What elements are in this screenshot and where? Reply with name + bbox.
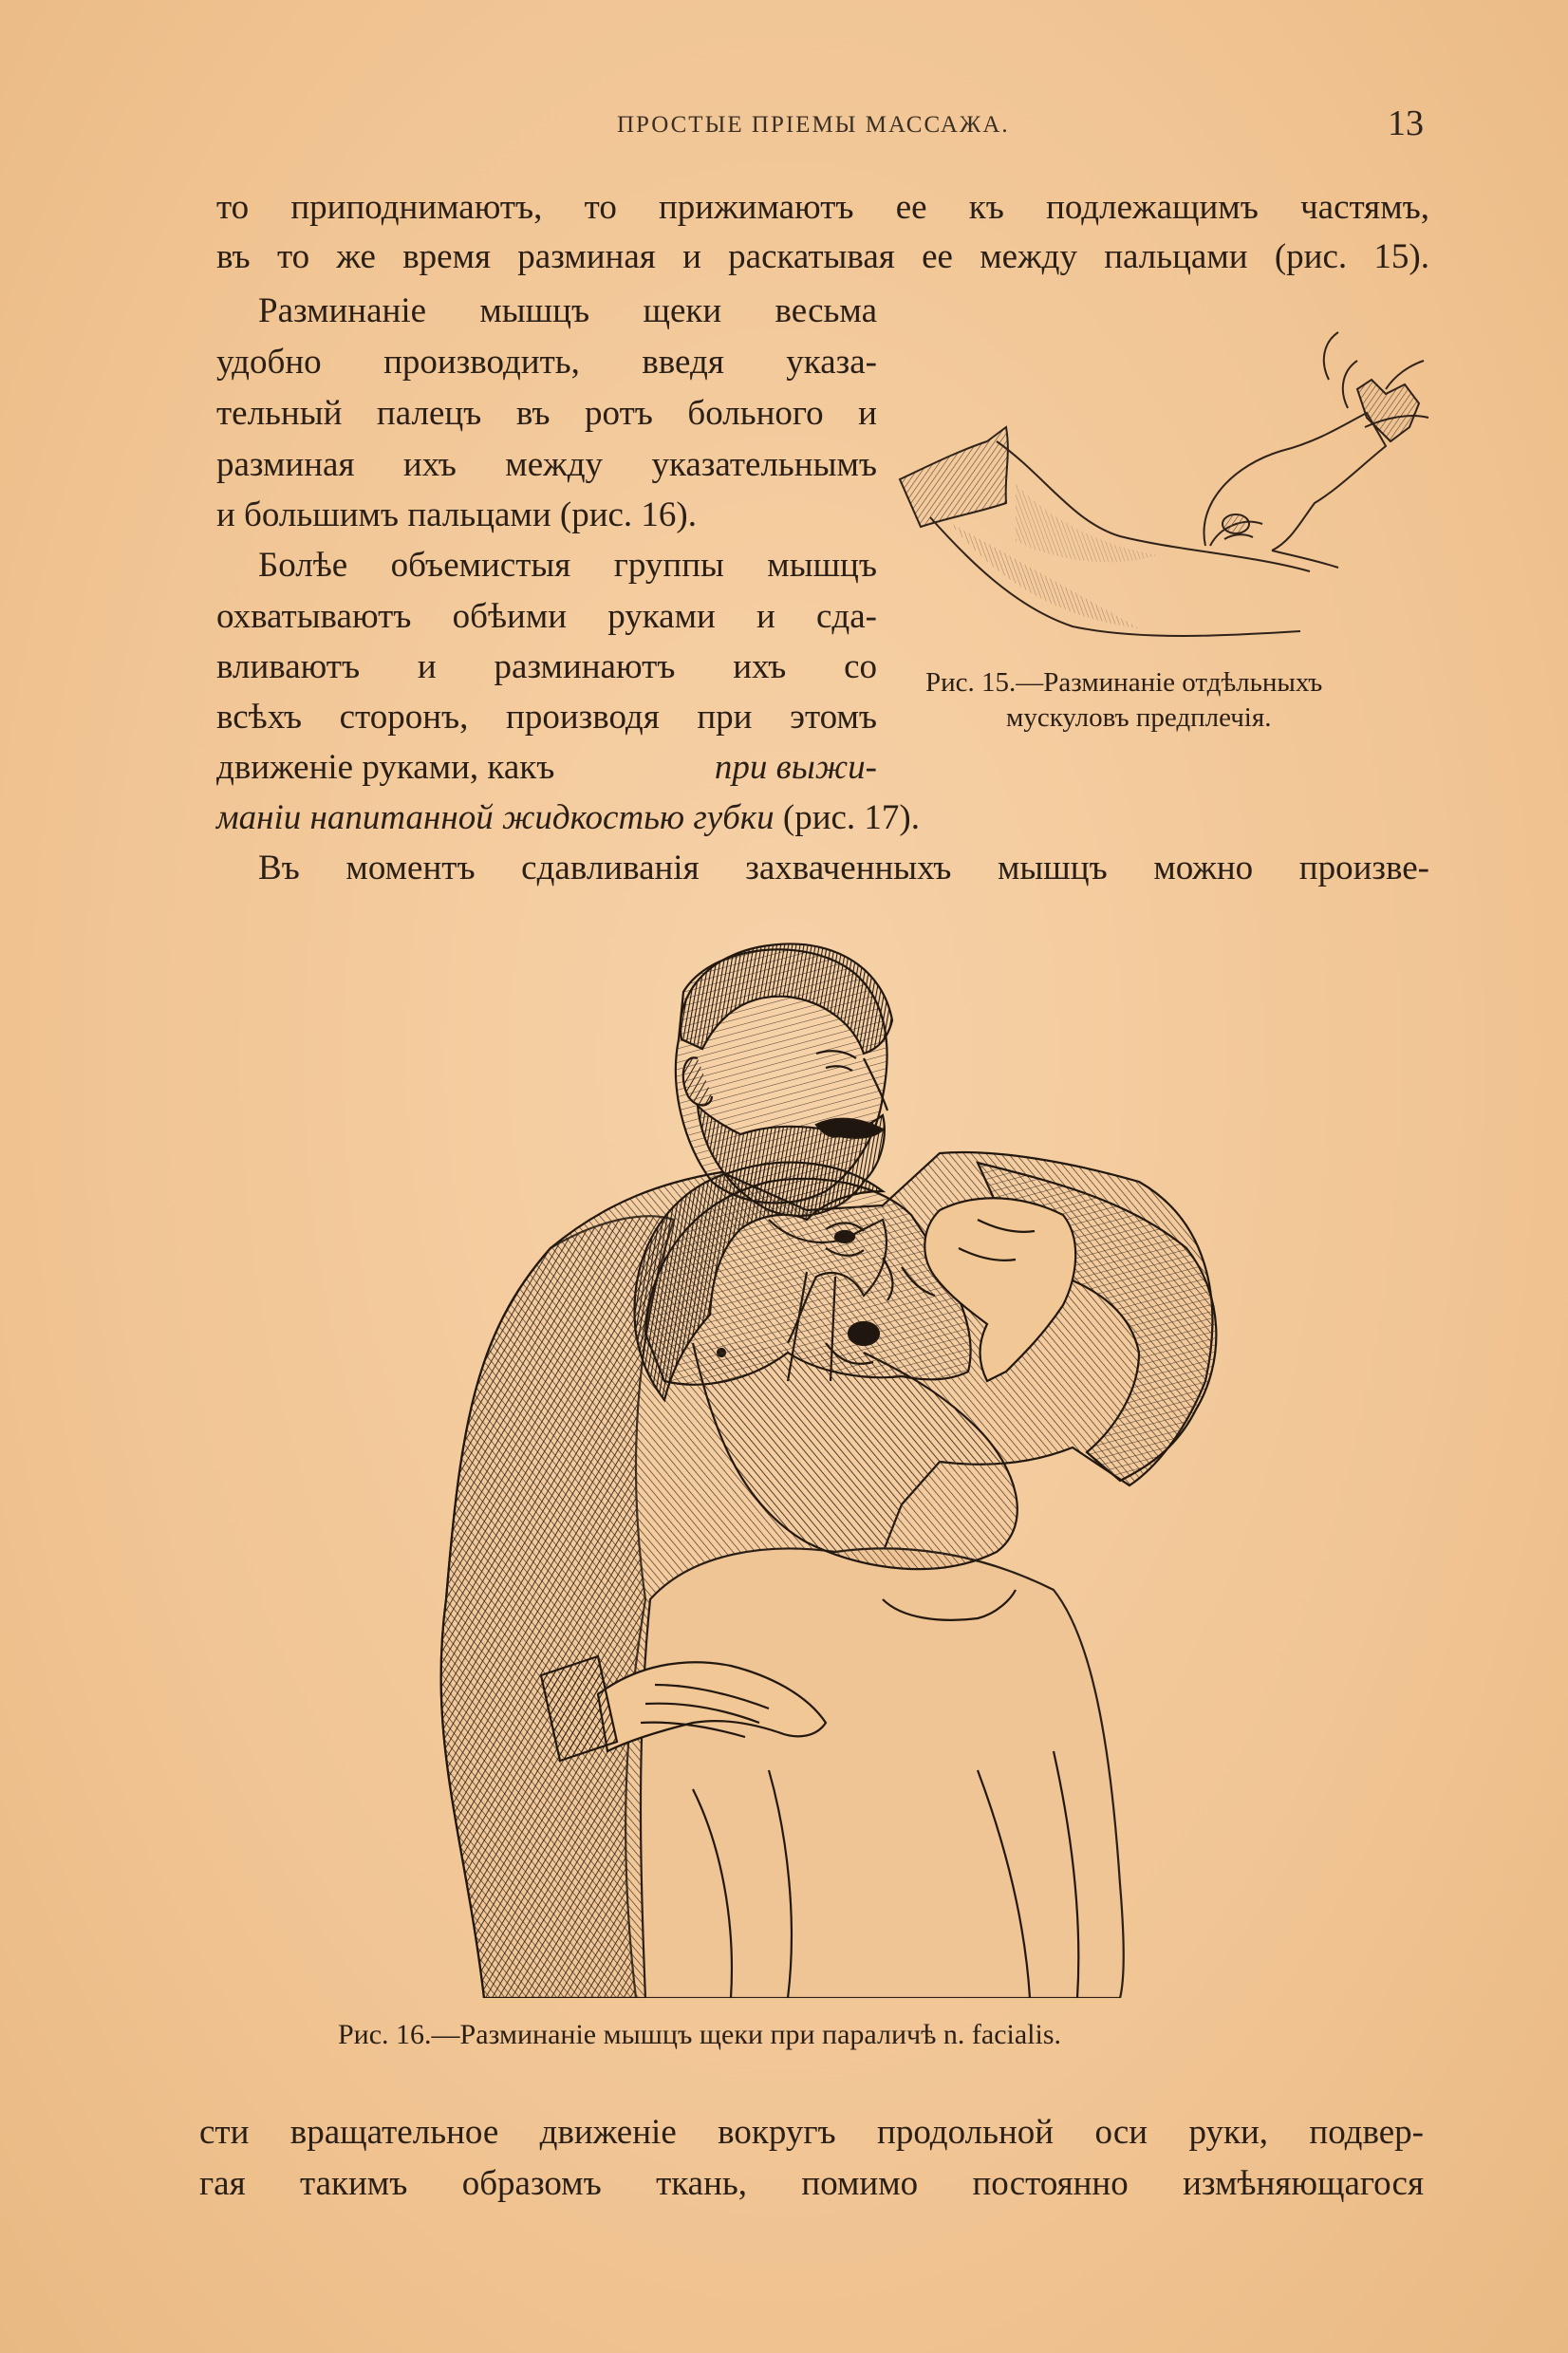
text-line-13-italic: маніи напитанной жидкостью губки: [216, 798, 775, 837]
text-line-9: охватываютъ обѣими руками и сда-: [216, 597, 877, 636]
text-line-12: [216, 747, 877, 788]
text-line-16: гая такимъ образомъ ткань, помимо постоянно измѣняющагося: [199, 2164, 1424, 2203]
text-line-4: удобно производить, введя указа-: [216, 343, 877, 382]
text-line-12-start: движеніе руками, какъ: [216, 748, 564, 787]
text-line-7: и большимъ пальцами (рис. 16).: [216, 495, 698, 534]
text-line-2: въ то же время разминая и раскатывая ее между пальцами (рис. 15).: [216, 237, 1429, 276]
figure-16-caption: Рис. 16.—Разминаніе мышцъ щеки при параличѣ n. facialis.: [338, 2019, 1062, 2050]
text-line-5: тельный палецъ въ ротъ больного и: [216, 394, 877, 433]
text-line-13: [216, 797, 920, 838]
text-line-1: то приподнимаютъ, то прижимаютъ ее къ подлежащимъ частямъ,: [216, 188, 1429, 227]
text-line-12-italic: при выжи-: [714, 748, 877, 787]
page-number: 13: [1388, 103, 1424, 143]
text-line-10: вливаютъ и разминаютъ ихъ со: [216, 647, 877, 686]
text-line-8: Болѣе объемистыя группы мышцъ: [258, 546, 877, 585]
text-line-3: Разминаніе мышцъ щеки весьма: [258, 291, 877, 330]
figure-15-caption-line-1: Рис. 15.—Разминаніе отдѣльныхъ: [925, 667, 1323, 698]
text-line-15: сти вращательное движеніе вокругъ продольной оси руки, подвер-: [199, 2113, 1424, 2152]
text-line-13-end: (рис. 17).: [774, 798, 920, 837]
figure-15-illustration: [892, 323, 1433, 645]
text-line-11: всѣхъ сторонъ, производя при этомъ: [216, 698, 877, 737]
text-line-6: разминая ихъ между указательнымъ: [216, 445, 877, 484]
figure-15-caption-line-2: мускуловъ предплечія.: [1006, 702, 1272, 733]
running-title: ПРОСТЫЕ ПРІЕМЫ МАССАЖА.: [617, 112, 1010, 138]
figure-16-illustration: [408, 935, 1234, 1998]
text-line-14: Въ моментъ сдавливанія захваченныхъ мышцъ можно произве-: [258, 849, 1429, 887]
